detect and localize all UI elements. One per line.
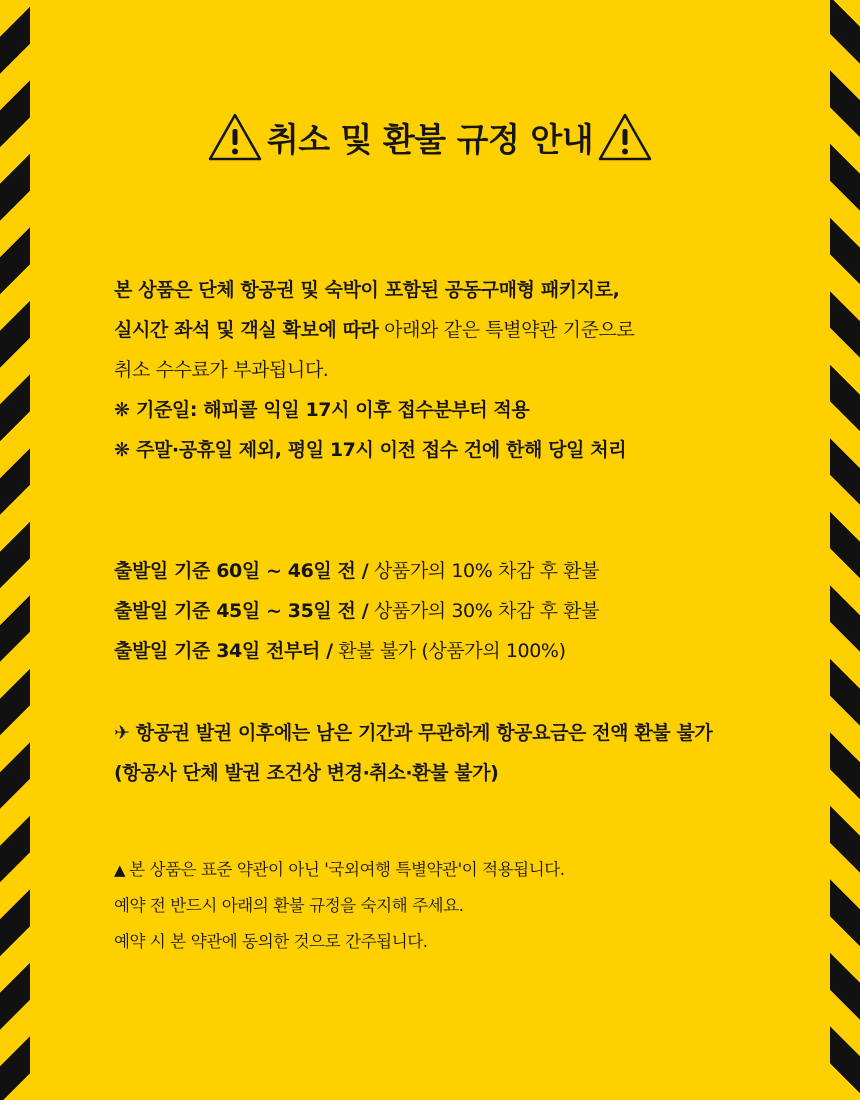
footer-line-1-text: 본 상품은 표준 약관이 아닌 '국외여행 특별약관'이 적용됩니다. — [129, 860, 565, 879]
flight-notice-line-1 — [114, 713, 800, 753]
refund-rule-row — [114, 631, 800, 671]
flight-notice-section — [114, 713, 800, 793]
intro-line-2 — [114, 310, 800, 350]
page-title — [0, 112, 860, 162]
footer-notice-section — [114, 852, 800, 960]
intro-line-3: 취소 수수료가 부과됩니다. — [114, 359, 329, 381]
refund-rule-row — [114, 591, 800, 631]
intro-line-2-bold: 실시간 좌석 및 객실 확보에 따라 — [114, 319, 379, 341]
refund-rules-section — [114, 551, 800, 671]
refund-rule-period: 출발일 기준 45일 ~ 35일 전 / — [114, 600, 369, 622]
refund-rule-policy: 상품가의 10% 차감 후 환불 — [368, 560, 600, 582]
hazard-stripe-right — [830, 0, 860, 1100]
warning-icon: ▲ — [114, 861, 126, 879]
intro-section — [114, 270, 800, 470]
bullet-flower-icon: ❋ — [114, 439, 130, 461]
refund-rule-row — [114, 551, 800, 591]
warning-triangle-icon — [597, 112, 653, 162]
refund-rule-policy: 환불 불가 (상품가의 100%) — [332, 640, 566, 662]
footer-line-2: 예약 전 반드시 아래의 환불 규정을 숙지해 주세요. — [114, 896, 464, 915]
refund-rule-period: 출발일 기준 34일 전부터 / — [114, 640, 333, 662]
intro-bullet-2 — [114, 430, 800, 470]
footer-line-3: 예약 시 본 약관에 동의한 것으로 간주됩니다. — [114, 932, 428, 951]
refund-rule-policy: 상품가의 30% 차감 후 환불 — [368, 600, 600, 622]
intro-line-1: 본 상품은 단체 항공권 및 숙박이 포함된 공동구매형 패키지로, — [114, 279, 620, 301]
refund-rule-period: 출발일 기준 60일 ~ 46일 전 / — [114, 560, 369, 582]
intro-bullet-1 — [114, 390, 800, 430]
flight-notice-text: 항공권 발권 이후에는 남은 기간과 무관하게 항공요금은 전액 환불 불가 — [129, 722, 713, 744]
page-title-text: 취소 및 환불 규정 안내 — [266, 119, 594, 159]
intro-bullet-1-text: 기준일: 해피콜 익일 17시 이후 접수분부터 적용 — [136, 399, 530, 421]
bullet-flower-icon: ❋ — [114, 399, 130, 421]
hazard-stripe-left — [0, 0, 30, 1100]
flight-notice-line-2: (항공사 단체 발권 조건상 변경·취소·환불 불가) — [114, 762, 499, 784]
footer-line-1 — [114, 852, 800, 888]
airplane-icon: ✈ — [114, 722, 130, 744]
intro-line-2-rest: 아래와 같은 특별약관 기준으로 — [378, 319, 635, 341]
warning-triangle-icon — [207, 112, 263, 162]
intro-bullet-2-text: 주말·공휴일 제외, 평일 17시 이전 접수 건에 한해 당일 처리 — [136, 439, 627, 461]
